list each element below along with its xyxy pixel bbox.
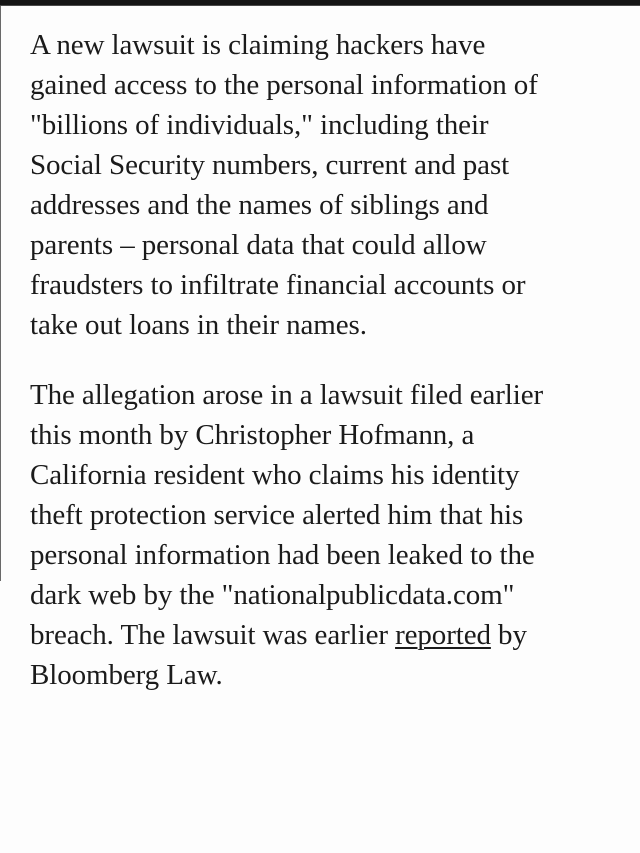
text-line: fraudsters to infiltrate financial accounts or [30, 269, 526, 301]
text-line: Bloomberg Law. [30, 659, 223, 691]
text-line: Social Security numbers, current and past [30, 149, 510, 181]
text-line: California resident who claims his identity [30, 459, 520, 491]
article-body [0, 7, 640, 725]
text-line: A new lawsuit is claiming hackers have [30, 29, 486, 61]
link-line-after: by [490, 619, 527, 651]
paragraph-1 [30, 25, 612, 345]
link-line-before: breach. The lawsuit was earlier [30, 619, 396, 651]
reported-link[interactable]: reported [395, 619, 491, 651]
text-line: take out loans in their names. [30, 309, 367, 341]
text-line: gained access to the personal information of [30, 69, 538, 101]
text-line: addresses and the names of siblings and [30, 189, 489, 221]
text-line: "billions of individuals," including their [30, 109, 489, 141]
text-line-with-link [30, 615, 612, 655]
text-line: theft protection service alerted him that his [30, 499, 524, 531]
text-line: personal information had been leaked to the [30, 539, 535, 571]
paragraph-2 [30, 375, 612, 695]
text-line: dark web by the "nationalpublicdata.com" [30, 579, 515, 611]
text-line: parents – personal data that could allow [30, 229, 487, 261]
text-line: The allegation arose in a lawsuit filed earlier [30, 379, 544, 411]
text-line: this month by Christopher Hofmann, a [30, 419, 475, 451]
top-border-bar [0, 0, 640, 6]
